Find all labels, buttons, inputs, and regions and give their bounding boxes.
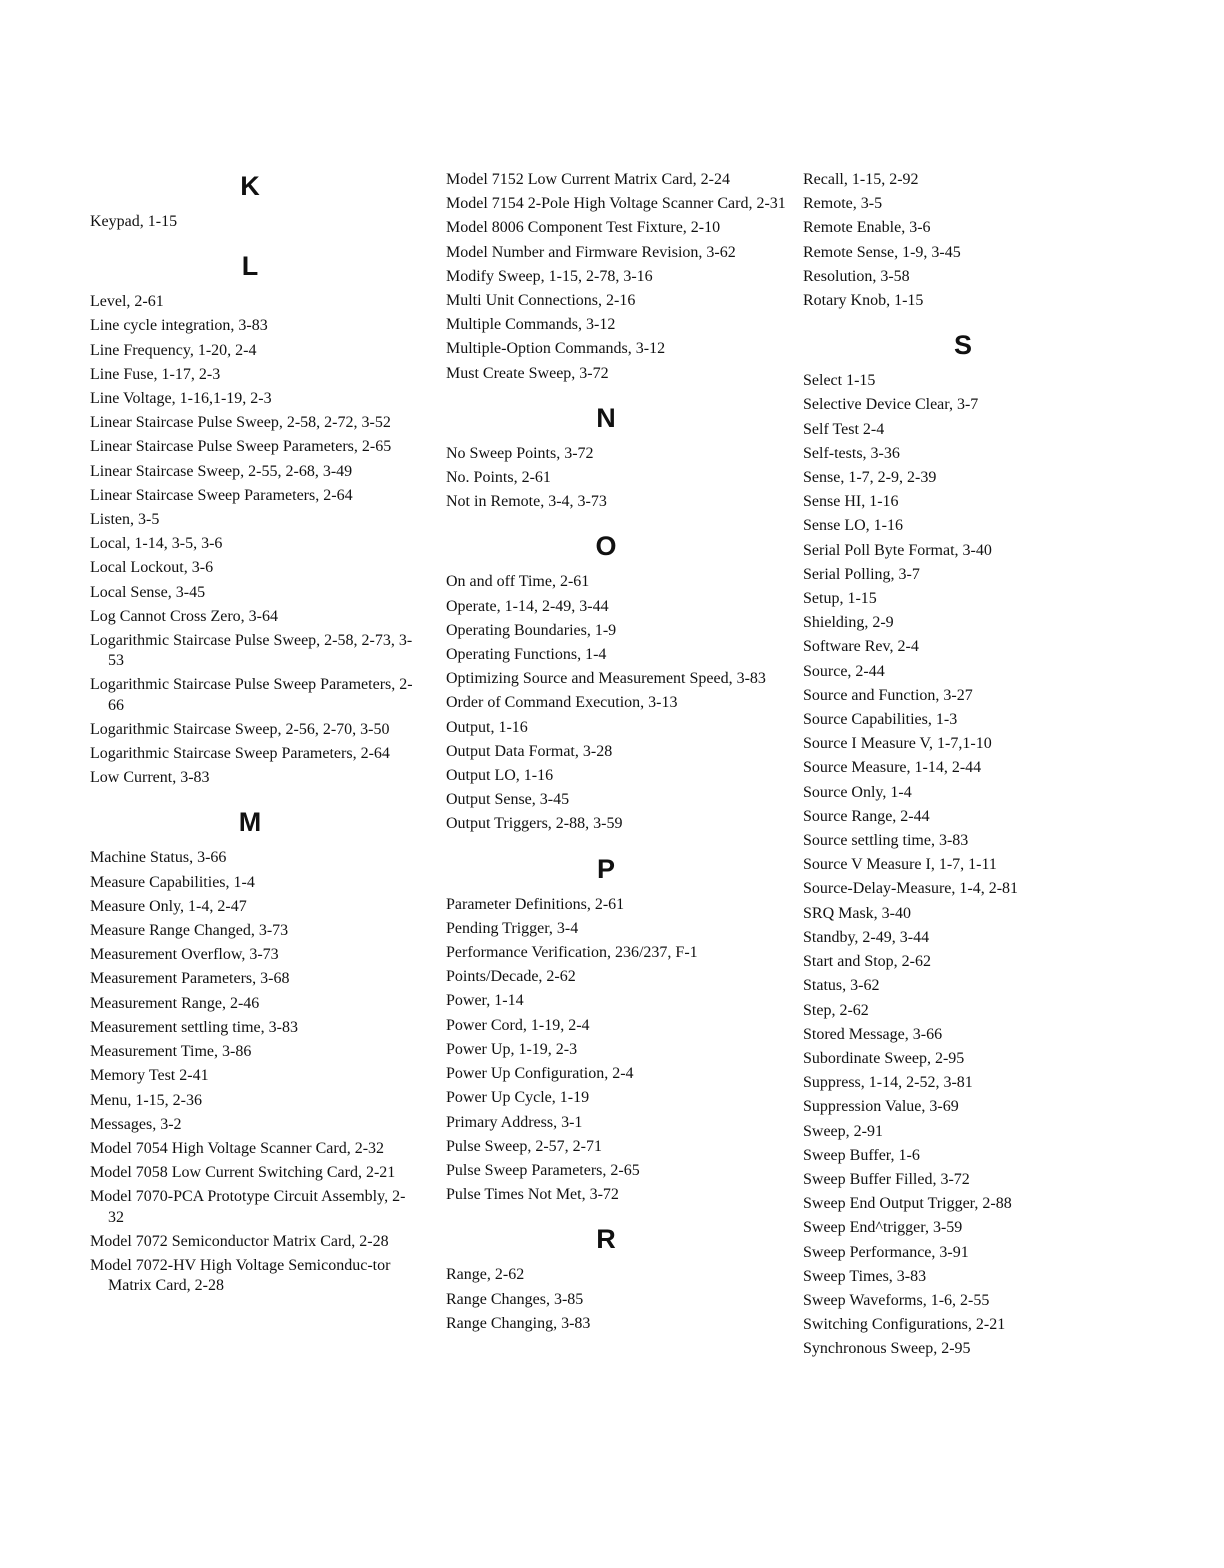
index-entry: Linear Staircase Pulse Sweep, 2-58, 2-72, 3-52: [90, 414, 391, 432]
index-entry: Pulse Sweep, 2-57, 2-71: [446, 1137, 602, 1155]
index-entry: Source V Measure I, 1-7, 1-11: [803, 856, 997, 874]
index-entry-list: [446, 170, 786, 384]
index-entry: Measurement settling time, 3-83: [90, 1018, 298, 1036]
section-letter-heading: M: [238, 807, 262, 838]
index-entry: Line Frequency, 1-20, 2-4: [90, 341, 257, 359]
index-entry: No. Points, 2-61: [446, 469, 551, 487]
index-entry: Sweep Buffer Filled, 3-72: [803, 1170, 970, 1188]
index-entry: Source settling time, 3-83: [803, 832, 969, 850]
index-entry: Menu, 1-15, 2-36: [90, 1091, 202, 1109]
index-entry: Low Current, 3-83: [90, 769, 210, 787]
index-entry: Source-Delay-Measure, 1-4, 2-81: [803, 880, 1019, 898]
index-entry: Measure Only, 1-4, 2-47: [90, 897, 247, 915]
index-entry: Points/Decade, 2-62: [446, 968, 576, 986]
index-entry: Step, 2-62: [803, 1001, 869, 1019]
index-entry: Range Changes, 3-85: [446, 1290, 584, 1308]
index-entry: Select 1-15: [803, 372, 876, 390]
index-entry: Local, 1-14, 3-5, 3-6: [90, 535, 223, 553]
index-entry: Messages, 3-2: [90, 1115, 182, 1133]
index-entry: Linear Staircase Pulse Sweep Parameters, 2-65: [90, 438, 392, 456]
section-letter-heading: P: [596, 853, 615, 884]
index-entry: Sweep End Output Trigger, 2-88: [803, 1195, 1012, 1213]
index-entry: Model 7070-PCA Prototype Circuit Assembly, 2-32: [90, 1188, 406, 1226]
index-entry: Source Capabilities, 1-3: [803, 711, 958, 729]
index-entry: Operate, 1-14, 2-49, 3-44: [446, 597, 609, 615]
index-entry: Range Changing, 3-83: [446, 1314, 591, 1332]
index-entry: Model 7072-HV High Voltage Semiconduc-tor Matrix Card, 2-28: [90, 1256, 391, 1295]
index-entry: Power Cord, 1-19, 2-4: [446, 1016, 590, 1034]
index-entry-list: [90, 212, 420, 232]
index-entry: Linear Staircase Sweep Parameters, 2-64: [90, 486, 353, 504]
index-column-2: [446, 168, 786, 1352]
index-entry: Linear Staircase Sweep, 2-55, 2-68, 3-49: [90, 462, 353, 480]
index-section: [446, 530, 786, 834]
index-entry: Operating Functions, 1-4: [446, 646, 607, 664]
index-entry: Shielding, 2-9: [803, 614, 894, 632]
index-entry: Measure Range Changed, 3-73: [90, 922, 289, 940]
section-letter-heading: S: [953, 330, 972, 361]
index-entry: Power Up Configuration, 2-4: [446, 1065, 634, 1083]
index-entry: Sweep End^trigger, 3-59: [803, 1219, 963, 1237]
index-entry: Model Number and Firmware Revision, 3-62: [446, 243, 736, 261]
index-entry: Measure Capabilities, 1-4: [90, 873, 255, 891]
index-entry: Local Lockout, 3-6: [90, 559, 214, 577]
index-entry: Measurement Overflow, 3-73: [90, 946, 279, 964]
index-entry-list: [803, 371, 1133, 1359]
index-column-1: [90, 168, 420, 1314]
index-entry: Optimizing Source and Measurement Speed, 3-83: [446, 670, 766, 688]
index-entry: Source I Measure V, 1-7,1-10: [803, 735, 992, 753]
index-entry: Self Test 2-4: [803, 420, 885, 438]
index-entry: Logarithmic Staircase Pulse Sweep Parameters, 2-66: [90, 676, 413, 714]
index-entry: Pending Trigger, 3-4: [446, 919, 579, 937]
index-section: [446, 170, 786, 384]
index-entry: Power, 1-14: [446, 992, 524, 1010]
index-entry: Machine Status, 3-66: [90, 849, 227, 867]
index-entry-list: [90, 848, 420, 1296]
index-entry: Range, 2-62: [446, 1266, 525, 1284]
index-entry: Switching Configurations, 2-21: [803, 1316, 1006, 1334]
section-letter-heading: O: [595, 531, 617, 562]
index-entry: Remote Sense, 1-9, 3-45: [803, 243, 961, 261]
index-entry-list: [446, 1265, 786, 1334]
index-section: [90, 170, 420, 232]
index-entry: Measurement Parameters, 3-68: [90, 970, 290, 988]
index-entry: Sweep Performance, 3-91: [803, 1243, 969, 1261]
index-entry: Local Sense, 3-45: [90, 583, 206, 601]
index-entry: Suppress, 1-14, 2-52, 3-81: [803, 1074, 973, 1092]
index-entry: Performance Verification, 236/237, F-1: [446, 944, 698, 962]
index-entry: Model 8006 Component Test Fixture, 2-10: [446, 219, 721, 237]
index-entry: Serial Polling, 3-7: [803, 565, 920, 583]
index-entry: Status, 3-62: [803, 977, 880, 995]
index-entry: Source and Function, 3-27: [803, 686, 973, 704]
section-letter-heading: N: [596, 402, 616, 433]
index-section: [90, 250, 420, 788]
index-entry: Sense LO, 1-16: [803, 517, 903, 535]
index-entry: Primary Address, 3-1: [446, 1113, 583, 1131]
index-entry: Listen, 3-5: [90, 511, 160, 529]
index-entry: Self-tests, 3-36: [803, 444, 900, 462]
index-entry: Pulse Sweep Parameters, 2-65: [446, 1161, 640, 1179]
index-entry: Measurement Range, 2-46: [90, 994, 260, 1012]
index-entry: Source Measure, 1-14, 2-44: [803, 759, 982, 777]
index-entry: Level, 2-61: [90, 293, 164, 311]
index-entry: Start and Stop, 2-62: [803, 953, 931, 971]
index-entry: Sweep Waveforms, 1-6, 2-55: [803, 1291, 990, 1309]
index-entry: Logarithmic Staircase Sweep Parameters, 2-64: [90, 745, 390, 763]
index-entry: Output, 1-16: [446, 718, 528, 736]
index-entry: Source Range, 2-44: [803, 807, 930, 825]
index-entry-list: [90, 292, 420, 788]
index-entry: Output Data Format, 3-28: [446, 742, 613, 760]
index-entry: Sweep, 2-91: [803, 1122, 883, 1140]
index-entry: Sweep Buffer, 1-6: [803, 1146, 920, 1164]
index-entry: Pulse Times Not Met, 3-72: [446, 1186, 619, 1204]
index-entry-list: [803, 170, 1133, 311]
index-entry: Stored Message, 3-66: [803, 1025, 943, 1043]
index-entry: Setup, 1-15: [803, 590, 877, 608]
index-entry-list: [446, 572, 786, 834]
index-section: [803, 329, 1133, 1359]
index-entry: Synchronous Sweep, 2-95: [803, 1340, 971, 1358]
index-section: [803, 170, 1133, 311]
index-entry: Not in Remote, 3-4, 3-73: [446, 493, 607, 511]
index-section: [446, 1223, 786, 1334]
index-entry: Output Triggers, 2-88, 3-59: [446, 815, 623, 833]
index-entry: Source, 2-44: [803, 662, 885, 680]
index-column-3: [803, 168, 1133, 1378]
index-section: [446, 853, 786, 1206]
index-entry: Remote Enable, 3-6: [803, 219, 931, 237]
index-entry-list: [446, 895, 786, 1206]
index-entry: Order of Command Execution, 3-13: [446, 694, 678, 712]
index-entry: Multi Unit Connections, 2-16: [446, 292, 636, 310]
index-entry: Remote, 3-5: [803, 195, 883, 213]
index-entry: Memory Test 2-41: [90, 1067, 209, 1085]
section-letter-heading: R: [596, 1224, 616, 1255]
index-entry: Rotary Knob, 1-15: [803, 292, 924, 310]
index-entry: No Sweep Points, 3-72: [446, 444, 594, 462]
index-entry: On and off Time, 2-61: [446, 573, 590, 591]
index-entry: Selective Device Clear, 3-7: [803, 396, 979, 414]
index-section: [90, 806, 420, 1296]
index-section: [446, 402, 786, 513]
index-entry: Multiple-Option Commands, 3-12: [446, 340, 666, 358]
index-entry: Serial Poll Byte Format, 3-40: [803, 541, 992, 559]
index-entry: Measurement Time, 3-86: [90, 1043, 252, 1061]
index-entry: Logarithmic Staircase Sweep, 2-56, 2-70, 3-50: [90, 720, 390, 738]
index-entry: Log Cannot Cross Zero, 3-64: [90, 607, 278, 625]
index-entry: Parameter Definitions, 2-61: [446, 895, 625, 913]
index-entry: Model 7152 Low Current Matrix Card, 2-24: [446, 171, 730, 188]
index-entry: Must Create Sweep, 3-72: [446, 364, 609, 382]
index-entry: Power Up, 1-19, 2-3: [446, 1040, 578, 1058]
index-entry: Keypad, 1-15: [90, 213, 178, 230]
index-entry: Standby, 2-49, 3-44: [803, 928, 930, 946]
index-entry: Model 7154 2-Pole High Voltage Scanner Card, 2-31: [446, 195, 786, 213]
index-entry: Power Up Cycle, 1-19: [446, 1089, 590, 1107]
index-entry: Model 7058 Low Current Switching Card, 2-21: [90, 1164, 396, 1182]
index-entry: Sense, 1-7, 2-9, 2-39: [803, 469, 937, 487]
index-entry: Output Sense, 3-45: [446, 791, 570, 809]
section-letter-heading: K: [240, 171, 260, 201]
index-entry: Model 7072 Semiconductor Matrix Card, 2-28: [90, 1232, 389, 1250]
index-entry: Modify Sweep, 1-15, 2-78, 3-16: [446, 267, 653, 285]
index-entry: Line cycle integration, 3-83: [90, 317, 268, 335]
index-entry: Logarithmic Staircase Pulse Sweep, 2-58, 2-73, 3-53: [90, 632, 413, 670]
index-entry: Recall, 1-15, 2-92: [803, 171, 919, 188]
index-entry: Sense HI, 1-16: [803, 493, 899, 511]
index-entry: Output LO, 1-16: [446, 767, 554, 785]
index-entry: Suppression Value, 3-69: [803, 1098, 959, 1116]
index-entry: Line Fuse, 1-17, 2-3: [90, 365, 221, 383]
index-entry: Subordinate Sweep, 2-95: [803, 1049, 965, 1067]
index-entry: Line Voltage, 1-16,1-19, 2-3: [90, 390, 272, 408]
index-entry: Model 7054 High Voltage Scanner Card, 2-32: [90, 1139, 385, 1157]
index-entry: Multiple Commands, 3-12: [446, 316, 616, 334]
index-entry-list: [446, 444, 786, 513]
section-letter-heading: L: [241, 251, 259, 282]
index-entry: Resolution, 3-58: [803, 267, 910, 285]
index-entry: Sweep Times, 3-83: [803, 1267, 927, 1285]
index-entry: Source Only, 1-4: [803, 783, 912, 801]
index-entry: Operating Boundaries, 1-9: [446, 621, 617, 639]
index-entry: SRQ Mask, 3-40: [803, 904, 912, 922]
index-entry: Software Rev, 2-4: [803, 638, 919, 656]
